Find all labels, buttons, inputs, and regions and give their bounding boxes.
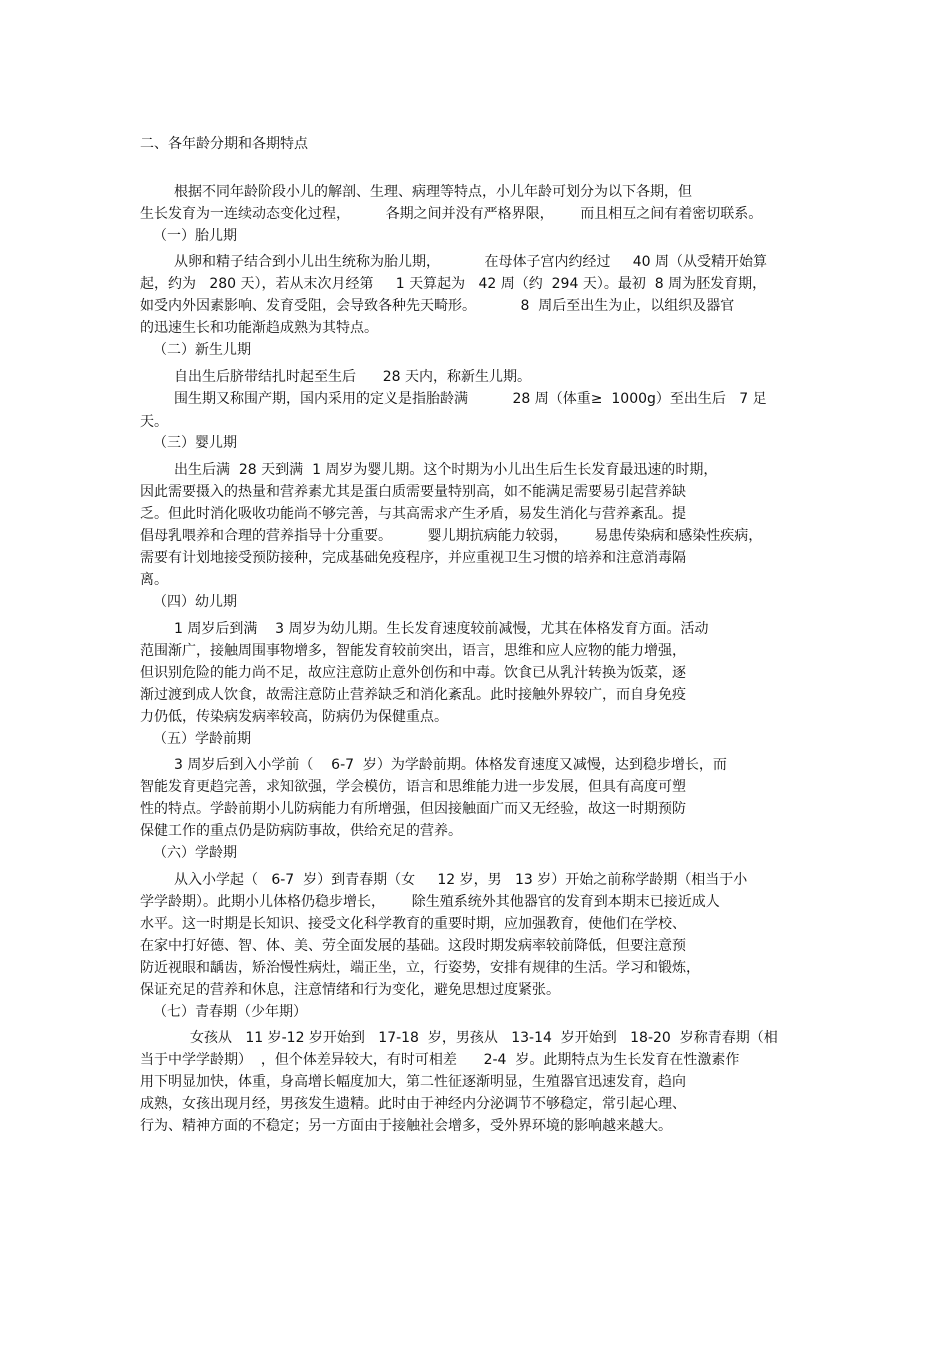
paragraph-line: 起，约为 280 天），若从末次月经第 1 天算起为 42 周（约 294 天）。最初 8 周为胚发育期， — [140, 276, 767, 292]
paragraph-line: 的迅速生长和功能渐趋成熟为其特点。 — [140, 320, 378, 336]
paragraph-line: 防近视眼和龋齿，矫治慢性病灶，端正坐，立，行姿势，安排有规律的生活。学习和锻炼， — [140, 960, 700, 976]
paragraph-line: 智能发育更趋完善，求知欲强，学会模仿，语言和思维能力进一步发展，但具有高度可塑 — [140, 779, 686, 795]
paragraph-line: 学学龄期）。此期小儿体格仍稳步增长， 除生殖系统外其他器官的发育到本期末已接近成人 — [140, 894, 720, 910]
paragraph-line: 力仍低，传染病发病率较高，防病仍为保健重点。 — [140, 709, 448, 725]
paragraph-line: 天。 — [140, 414, 168, 430]
intro-line: 生长发育为一连续动态变化过程， 各期之间并没有严格界限， 而且相互之间有着密切联系。 — [140, 206, 763, 222]
paragraph-line: 因此需要摄入的热量和营养素尤其是蛋白质需要量特别高，如不能满足需要易引起营养缺 — [140, 484, 686, 500]
intro-line: 根据不同年龄阶段小儿的解剖、生理、病理等特点，小儿年龄可划分为以下各期，但 — [174, 184, 692, 200]
period-heading: （二）新生儿期 — [153, 342, 251, 358]
paragraph-line: 性的特点。学龄前期小儿防病能力有所增强，但因接触面广而又无经验，故这一时期预防 — [140, 801, 686, 817]
paragraph-line: 水平。这一时期是长知识、接受文化科学教育的重要时期，应加强教育，使他们在学校、 — [140, 916, 686, 932]
paragraph-line: 行为、精神方面的不稳定；另一方面由于接触社会增多，受外界环境的影响越来越大。 — [140, 1118, 672, 1134]
period-heading: （三）婴儿期 — [153, 435, 237, 451]
period-heading: （一）胎儿期 — [153, 228, 237, 244]
paragraph-line: 1 周岁后到满 3 周岁为幼儿期。生长发育速度较前减慢，尤其在体格发育方面。活动 — [174, 621, 709, 637]
paragraph-line: 自出生后脐带结扎时起至生后 28 天内，称新生儿期。 — [174, 369, 531, 385]
paragraph-line: 乏。但此时消化吸收功能尚不够完善，与其高需求产生矛盾，易发生消化与营养紊乱。提 — [140, 506, 686, 522]
paragraph-line: 如受内外因素影响、发育受阻，会导致各种先天畸形。 8 周后至出生为止，以组织及器官 — [140, 298, 735, 314]
paragraph-line: 从入小学起（ 6-7 岁）到青春期（女 12 岁，男 13 岁）开始之前称学龄期（相当于小 — [174, 872, 748, 888]
paragraph-line: 保健工作的重点仍是防病防事故，供给充足的营养。 — [140, 823, 462, 839]
paragraph-line: 从卵和精子结合到小儿出生统称为胎儿期， 在母体子宫内约经过 40 周（从受精开始算 — [174, 254, 768, 270]
paragraph-line: 成熟，女孩出现月经，男孩发生遗精。此时由于神经内分泌调节不够稳定，常引起心理、 — [140, 1096, 686, 1112]
period-heading: （四）幼儿期 — [153, 594, 237, 610]
paragraph-line: 离。 — [140, 572, 168, 588]
period-heading: （六）学龄期 — [153, 845, 237, 861]
paragraph-line: 但识别危险的能力尚不足，故应注意防止意外创伤和中毒。饮食已从乳汁转换为饭菜，逐 — [140, 665, 686, 681]
paragraph-line: 女孩从 11 岁-12 岁开始到 17-18 岁，男孩从 13-14 岁开始到 18-20 岁称青春期（相 — [190, 1030, 778, 1046]
period-heading: （五）学龄前期 — [153, 731, 251, 747]
section-title: 二、各年龄分期和各期特点 — [140, 136, 308, 152]
paragraph-line: 当于中学学龄期） ，但个体差异较大，有时可相差 2-4 岁。此期特点为生长发育在性激素作 — [140, 1052, 740, 1068]
period-heading: （七）青春期（少年期） — [153, 1004, 307, 1020]
paragraph-line: 保证充足的营养和休息，注意情绪和行为变化，避免思想过度紧张。 — [140, 982, 560, 998]
paragraph-line: 围生期又称围产期，国内采用的定义是指胎龄满 28 周（体重≥ 1000g）至出生后 7 足 — [174, 391, 767, 407]
paragraph-line: 倡母乳喂养和合理的营养指导十分重要。 婴儿期抗病能力较弱， 易患传染病和感染性疾病， — [140, 528, 763, 544]
paragraph-line: 用下明显加快，体重，身高增长幅度加大，第二性征逐渐明显，生殖器官迅速发育，趋向 — [140, 1074, 686, 1090]
paragraph-line: 需要有计划地接受预防接种，完成基础免疫程序，并应重视卫生习惯的培养和注意消毒隔 — [140, 550, 686, 566]
paragraph-line: 出生后满 28 天到满 1 周岁为婴儿期。这个时期为小儿出生后生长发育最迅速的时期， — [174, 462, 718, 478]
paragraph-line: 渐过渡到成人饮食，故需注意防止营养缺乏和消化紊乱。此时接触外界较广，而自身免疫 — [140, 687, 686, 703]
paragraph-line: 3 周岁后到入小学前（ 6-7 岁）为学龄前期。体格发育速度又减慢，达到稳步增长，而 — [174, 757, 727, 773]
paragraph-line: 范围渐广，接触周围事物增多，智能发育较前突出，语言，思维和应人应物的能力增强， — [140, 643, 686, 659]
paragraph-line: 在家中打好德、智、体、美、劳全面发展的基础。这段时期发病率较前降低，但要注意预 — [140, 938, 686, 954]
